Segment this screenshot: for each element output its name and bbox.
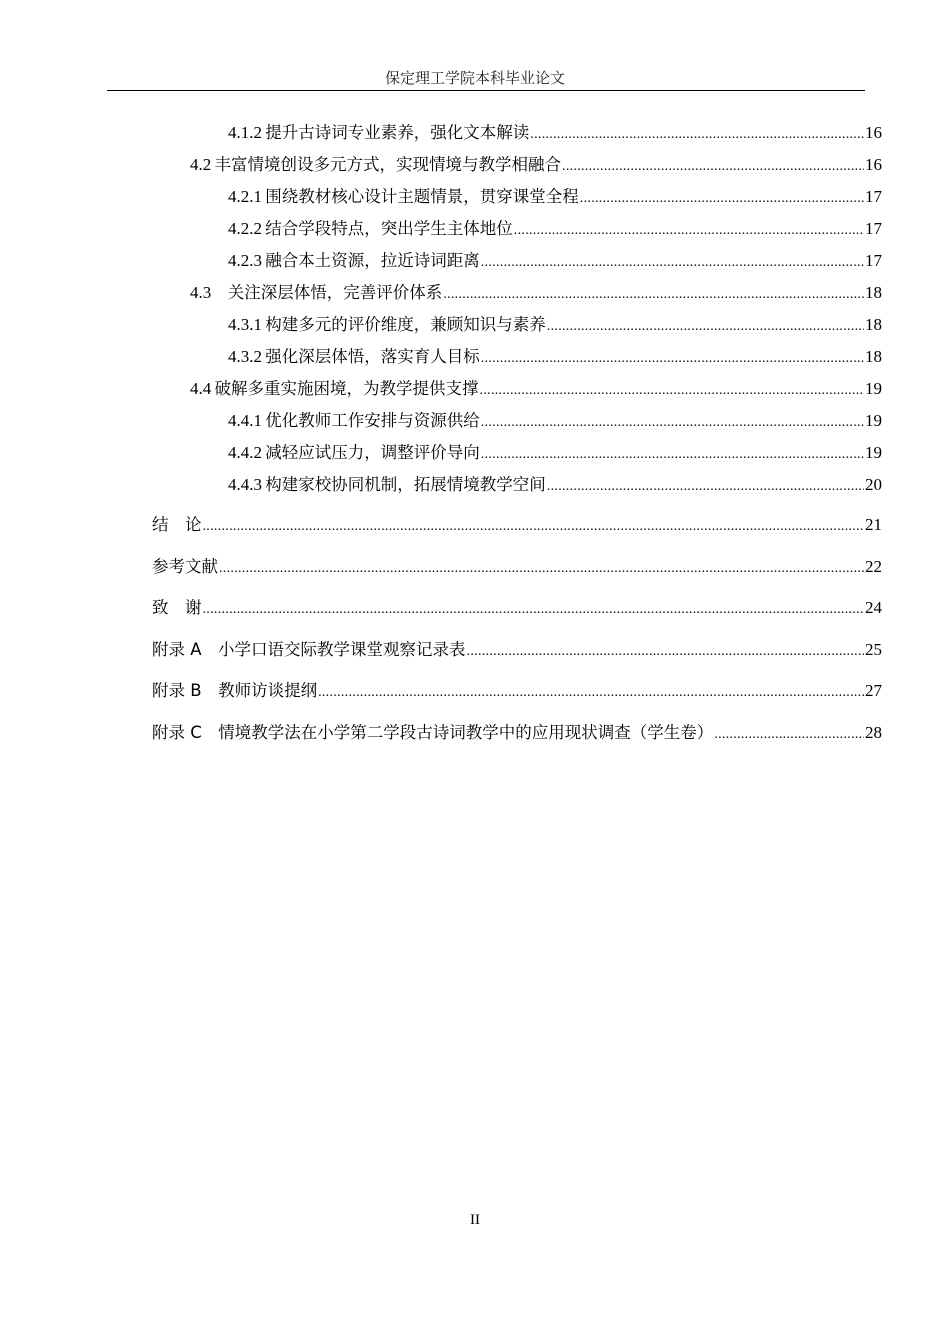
toc-entry-references[interactable] — [152, 556, 882, 580]
toc-entry-title: 参考文献 — [152, 557, 218, 576]
toc-entry-appendix-c[interactable] — [152, 722, 882, 746]
toc-entry-4-1-2[interactable] — [228, 122, 882, 146]
toc-entry-number: 4.2.2 — [228, 219, 262, 238]
toc-entry-4-4-3[interactable] — [228, 474, 882, 498]
dot-leader — [219, 558, 864, 580]
toc-entry-number: 4.4 — [190, 379, 212, 398]
toc-entry-number: 4.2.3 — [228, 251, 262, 270]
toc-entry-title: 融合本土资源，拉近诗词距离 — [265, 251, 480, 270]
dot-leader — [467, 641, 864, 663]
dot-leader — [203, 516, 865, 538]
toc-entry-page: 18 — [865, 283, 882, 302]
toc-entry-4-4-2[interactable] — [228, 442, 882, 466]
toc-entry-page: 20 — [865, 475, 882, 494]
toc-entry-page: 17 — [865, 219, 882, 238]
dot-leader — [481, 252, 864, 274]
page-number: II — [470, 1212, 480, 1228]
toc-entry-number: 4.2.1 — [228, 187, 262, 206]
toc-entry-number: 4.1.2 — [228, 123, 262, 142]
toc-entry-title: 结 论 — [152, 515, 202, 534]
toc-entry-title: 优化教师工作安排与资源供给 — [265, 411, 480, 430]
toc-entry-page: 16 — [865, 155, 882, 174]
dot-leader — [481, 412, 864, 434]
dot-leader — [562, 156, 864, 178]
toc-entry-page: 19 — [865, 411, 882, 430]
toc-entry-4-2-2[interactable] — [228, 218, 882, 242]
toc-entry-title: 破解多重实施困境，为教学提供支撑 — [214, 379, 479, 398]
toc-entry-title: 关注深层体悟，完善评价体系 — [227, 283, 443, 302]
toc-entry-conclusion[interactable] — [152, 514, 882, 538]
toc-entry-appendix-a[interactable] — [152, 639, 882, 663]
dot-leader — [547, 476, 864, 498]
toc-entry-title: 围绕教材核心设计主题情景，贯穿课堂全程 — [265, 187, 579, 206]
dot-leader — [443, 284, 864, 306]
toc-entry-number: 4.4.1 — [228, 411, 262, 430]
dot-leader — [514, 220, 864, 242]
dot-leader — [318, 682, 864, 704]
dot-leader — [714, 724, 864, 746]
toc-entry-page: 24 — [865, 598, 882, 617]
toc-entry-page: 21 — [865, 515, 882, 534]
header-divider — [107, 90, 865, 91]
toc-entry-title: 减轻应试压力，调整评价导向 — [265, 443, 480, 462]
toc-entry-number: 附录 C — [152, 723, 202, 742]
toc-entry-number: 附录 B — [152, 681, 202, 700]
dot-leader — [481, 348, 864, 370]
toc-entry-page: 17 — [865, 251, 882, 270]
toc-entry-page: 22 — [865, 557, 882, 576]
toc-entry-title: 情境教学法在小学第二学段古诗词教学中的应用现状调查（学生卷） — [218, 723, 714, 742]
toc-entry-4-4[interactable] — [190, 378, 882, 402]
toc-entry-title: 提升古诗词专业素养，强化文本解读 — [265, 123, 530, 142]
dot-leader — [580, 188, 864, 210]
toc-entry-title: 构建家校协同机制，拓展情境教学空间 — [265, 475, 546, 494]
toc-entry-title: 致 谢 — [152, 598, 202, 617]
toc-entry-page: 25 — [865, 640, 882, 659]
toc-entry-title: 教师访谈提纲 — [218, 681, 318, 700]
dot-leader — [547, 316, 864, 338]
toc-entry-page: 19 — [865, 443, 882, 462]
toc-entry-page: 18 — [865, 347, 882, 366]
toc-entry-number: 4.4.3 — [228, 475, 262, 494]
toc-entry-number: 4.4.2 — [228, 443, 262, 462]
toc-entry-appendix-b[interactable] — [152, 680, 882, 704]
toc-entry-page: 19 — [865, 379, 882, 398]
dot-leader — [480, 380, 864, 402]
toc-entry-page: 28 — [865, 723, 882, 742]
toc-entry-title: 丰富情境创设多元方式，实现情境与教学相融合 — [214, 155, 562, 174]
toc-entry-number: 4.3.1 — [228, 315, 262, 334]
toc-entry-number: 4.3.2 — [228, 347, 262, 366]
dot-leader — [530, 124, 864, 146]
toc-entry-title: 小学口语交际教学课堂观察记录表 — [218, 640, 466, 659]
toc-entry-4-3-1[interactable] — [228, 314, 882, 338]
header-title: 保定理工学院本科毕业论文 — [384, 69, 565, 87]
toc-entry-title: 构建多元的评价维度，兼顾知识与素养 — [265, 315, 546, 334]
toc-entry-title: 结合学段特点，突出学生主体地位 — [265, 219, 513, 238]
dot-leader — [203, 599, 865, 621]
toc-entry-4-2[interactable] — [190, 154, 882, 178]
toc-entry-page: 16 — [865, 123, 882, 142]
toc-entry-number: 附录 A — [152, 640, 202, 659]
toc-entry-4-3[interactable] — [190, 282, 882, 306]
toc-entry-acknowledgements[interactable] — [152, 597, 882, 621]
toc-entry-number: 4.3 — [190, 283, 212, 302]
toc-entry-title: 强化深层体悟，落实育人目标 — [265, 347, 480, 366]
toc-entry-page: 18 — [865, 315, 882, 334]
toc-entry-4-2-3[interactable] — [228, 250, 882, 274]
toc-entry-page: 17 — [865, 187, 882, 206]
toc-entry-4-2-1[interactable] — [228, 186, 882, 210]
toc-entry-4-3-2[interactable] — [228, 346, 882, 370]
toc-entry-number: 4.2 — [190, 155, 212, 174]
toc-entry-4-4-1[interactable] — [228, 410, 882, 434]
toc-entry-page: 27 — [865, 681, 882, 700]
dot-leader — [481, 444, 864, 466]
